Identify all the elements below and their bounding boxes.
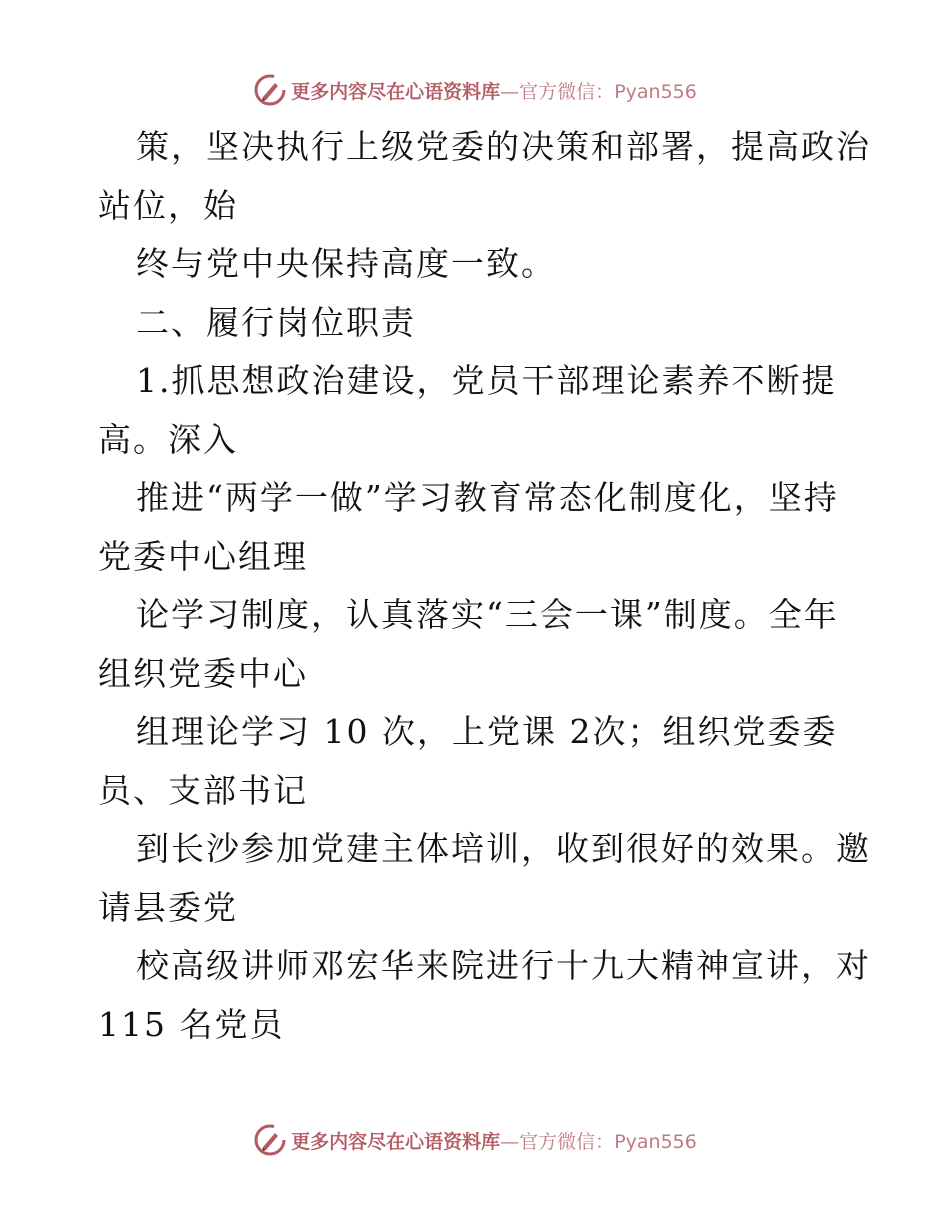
- pen-logo-icon: [253, 1123, 287, 1157]
- body-line: 到长沙参加党建主体培训，收到很好的效果。邀: [136, 829, 871, 868]
- watermark-account: Pyan556: [614, 80, 697, 103]
- body-line: 1.抓思想政治建设，党员干部理论素养不断提: [136, 361, 837, 400]
- body-line: 组理论学习 10 次，上党课 2次；组织党委委: [136, 712, 838, 751]
- body-line: 党委中心组理: [98, 536, 308, 576]
- watermark-account: Pyan556: [614, 1130, 697, 1153]
- watermark-text: [291, 77, 697, 104]
- pen-logo-icon: [253, 73, 287, 107]
- body-line: 高。深入: [98, 419, 238, 459]
- watermark-text: [291, 1127, 697, 1154]
- body-line: 115 名党员: [98, 1004, 285, 1044]
- body-line: 推进“两学一做”学习教育常态化制度化，坚持: [136, 478, 839, 517]
- section-heading: 二、履行岗位职责: [136, 302, 416, 342]
- body-line: 校高级讲师邓宏华来院进行十九大精神宣讲，对: [136, 946, 871, 985]
- watermark-dash: —: [500, 80, 520, 103]
- body-line: 终与党中央保持高度一致。: [136, 244, 556, 283]
- watermark-sub-text: 官方微信：: [519, 80, 615, 103]
- body-line: 论学习制度，认真落实“三会一课”制度。全年: [136, 595, 839, 634]
- body-line: 请县委党: [98, 887, 238, 927]
- body-line: 组织党委中心: [98, 653, 308, 693]
- document-body: [98, 118, 871, 1054]
- footer-watermark: [0, 1120, 950, 1160]
- body-line: 策，坚决执行上级党委的决策和部署，提高政治: [136, 127, 871, 166]
- watermark-main-text: 更多内容尽在心语资料库: [291, 80, 501, 103]
- header-watermark: [0, 70, 950, 110]
- body-line: 员、支部书记: [98, 770, 308, 810]
- watermark-sub-text: 官方微信：: [519, 1130, 615, 1153]
- watermark-dash: —: [500, 1130, 520, 1153]
- watermark-main-text: 更多内容尽在心语资料库: [291, 1130, 501, 1153]
- body-line: 站位，始: [98, 185, 238, 225]
